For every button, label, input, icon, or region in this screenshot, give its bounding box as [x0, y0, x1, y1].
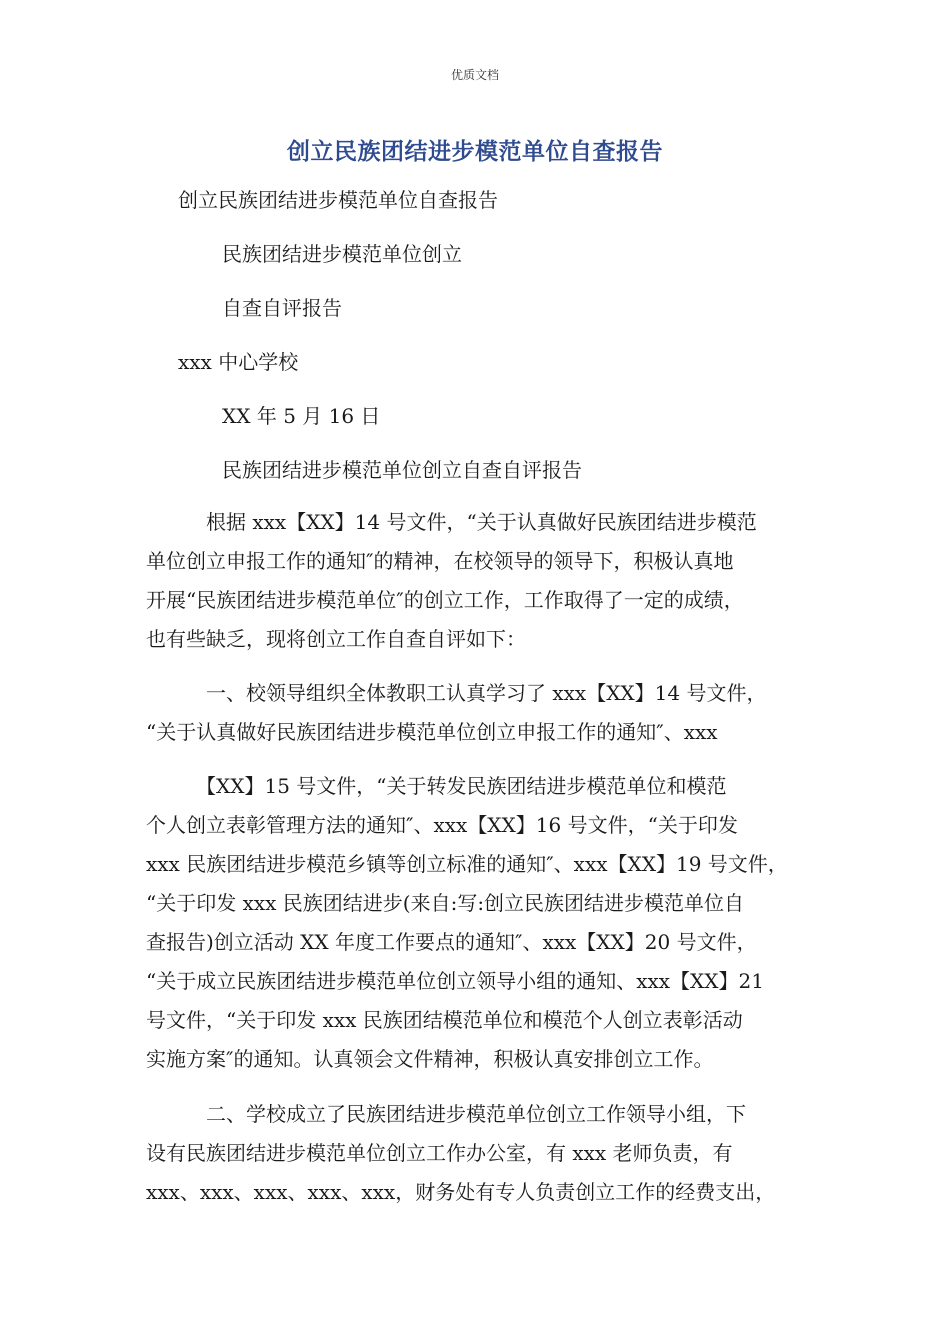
paragraph-line: 二、学校成立了民族团结进步模范单位创立工作领导小组，下 — [146, 1102, 746, 1126]
paragraph-section-1 — [146, 674, 806, 752]
report-date: XX 年 5 月 16 日 — [222, 404, 381, 428]
header-mark: 优质文档 — [450, 68, 499, 82]
paragraph-section-2 — [146, 1095, 806, 1212]
paragraph-line: 查报告)创立活动 XX 年度工作要点的通知″、xxx【XX】20 号文件， — [146, 930, 757, 954]
intro-line-3: 自查自评报告 — [222, 296, 342, 320]
paragraph-line: 个人创立表彰管理方法的通知″、xxx【XX】16 号文件，“关于印发 — [146, 813, 738, 837]
intro-line-1: 创立民族团结进步模范单位自查报告 — [178, 188, 498, 212]
paragraph-section-1-continued — [146, 767, 806, 1079]
paragraph-line: xxx 民族团结进步模范乡镇等创立标准的通知″、xxx【XX】19 号文件， — [146, 852, 788, 876]
paragraph-line: 【XX】15 号文件，“关于转发民族团结进步模范单位和模范 — [146, 774, 727, 798]
school-name: xxx 中心学校 — [178, 350, 299, 374]
paragraph-line: 单位创立申报工作的通知″的精神，在校领导的领导下，积极认真地 — [146, 549, 734, 573]
paragraph-line: 一、校领导组织全体教职工认真学习了 xxx【XX】14 号文件， — [146, 681, 767, 705]
paragraph-line: 实施方案″的通知。认真领会文件精神，积极认真安排创立工作。 — [146, 1047, 714, 1071]
paragraph-line: 号文件，“关于印发 xxx 民族团结模范单位和模范个人创立表彰活动 — [146, 1008, 743, 1032]
document-title: 创立民族团结进步模范单位自查报告 — [287, 139, 663, 165]
intro-line-2: 民族团结进步模范单位创立 — [222, 242, 462, 266]
paragraph-line: “关于认真做好民族团结进步模范单位创立申报工作的通知″、xxx — [146, 720, 718, 744]
paragraph-line: 开展“民族团结进步模范单位″的创立工作，工作取得了一定的成绩， — [146, 588, 744, 612]
paragraph-intro — [146, 503, 806, 659]
paragraph-line: 也有些缺乏，现将创立工作自查自评如下： — [146, 627, 526, 651]
paragraph-line: 设有民族团结进步模范单位创立工作办公室，有 xxx 老师负责，有 — [146, 1141, 733, 1165]
paragraph-line: “关于印发 xxx 民族团结进步(来自:写:创立民族团结进步模范单位自 — [146, 891, 745, 915]
paragraph-line: 根据 xxx【XX】14 号文件，“关于认真做好民族团结进步模范 — [146, 510, 757, 534]
paragraph-line: “关于成立民族团结进步模范单位创立领导小组的通知、xxx【XX】21 — [146, 969, 764, 993]
paragraph-line: xxx、xxx、xxx、xxx、xxx，财务处有专人负责创立工作的经费支出， — [146, 1180, 776, 1204]
report-subtitle: 民族团结进步模范单位创立自查自评报告 — [222, 458, 582, 482]
